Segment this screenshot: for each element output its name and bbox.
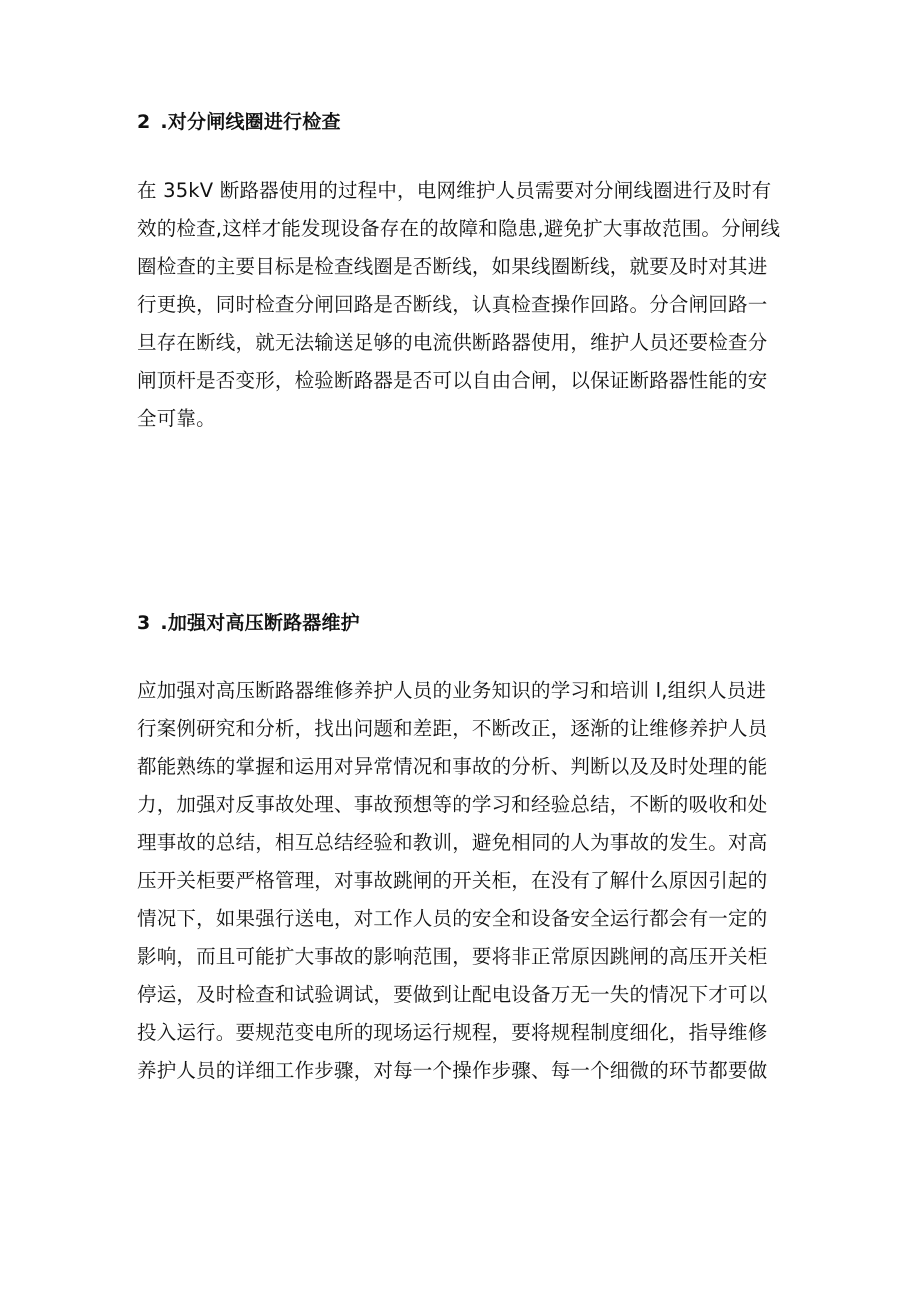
paragraph-line: 应加强对高压断路器维修养护人员的业务知识的学习和培训 l,组织人员进 (137, 679, 767, 702)
paragraph-line: 停运，及时检查和试验调试，要做到让配电设备万无一失的情况下才可以 (137, 983, 768, 1006)
paragraph-line: 闸顶杆是否变形，检验断路器是否可以自由合闸，以保证断路器性能的安 (137, 369, 768, 392)
paragraph-line: 圈检查的主要目标是检查线圈是否断线，如果线圈断线，就要及时对其进 (137, 255, 768, 278)
section-3-number: 3 (137, 612, 151, 634)
paragraph-line: 都能熟练的掌握和运用对异常情况和事故的分析、判断以及及时处理的能 (137, 755, 768, 778)
section-3-title: .加强对高压断路器维护 (160, 612, 360, 634)
section-2-paragraph (137, 172, 797, 438)
paragraph-line: 全可靠。 (137, 407, 216, 430)
section-3-heading (137, 611, 360, 635)
paragraph-line: 效的检查,这样才能发现设备存在的故障和隐患,避免扩大事故范围。分闸线 (137, 217, 781, 240)
paragraph-line: 在 35kV 断路器使用的过程中，电网维护人员需要对分闸线圈进行及时有 (137, 179, 772, 202)
paragraph-line: 行案例研究和分析，找出问题和差距，不断改正，逐渐的让维修养护人员 (137, 717, 768, 740)
paragraph-line: 力，加强对反事故处理、事故预想等的学习和经验总结，不断的吸收和处 (137, 793, 768, 816)
paragraph-line: 行更换，同时检查分闸回路是否断线，认真检查操作回路。分合闸回路一 (137, 293, 768, 316)
paragraph-line: 旦存在断线，就无法输送足够的电流供断路器使用，维护人员还要检查分 (137, 331, 768, 354)
paragraph-line: 养护人员的详细工作步骤，对每一个操作步骤、每一个细微的环节都要做 (137, 1059, 768, 1082)
paragraph-line: 理事故的总结，相互总结经验和教训，避免相同的人为事故的发生。对高 (137, 831, 768, 854)
paragraph-line: 压开关柜要严格管理，对事故跳闸的开关柜，在没有了解什么原因引起的 (137, 869, 768, 892)
paragraph-line: 投入运行。要规范变电所的现场运行规程，要将规程制度细化，指导维修 (137, 1021, 768, 1044)
section-2-heading (137, 110, 341, 134)
section-2-title: .对分闸线圈进行检查 (160, 111, 341, 133)
paragraph-line: 影响，而且可能扩大事故的影响范围，要将非正常原因跳闸的高压开关柜 (137, 945, 768, 968)
section-3-paragraph (137, 672, 797, 1090)
section-2-number: 2 (137, 111, 151, 133)
paragraph-line: 情况下，如果强行送电，对工作人员的安全和设备安全运行都会有一定的 (137, 907, 768, 930)
